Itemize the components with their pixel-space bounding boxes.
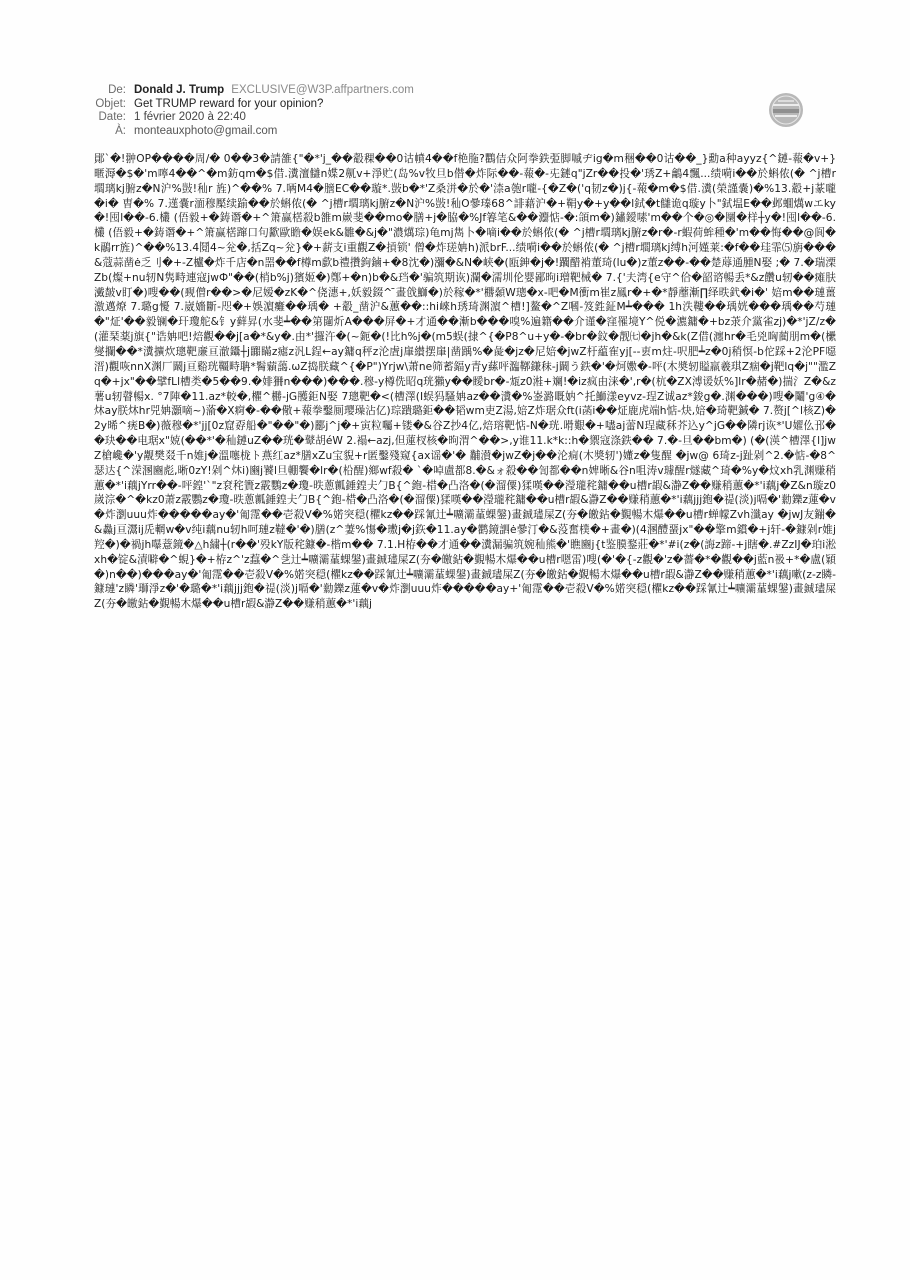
email-header: [60, 84, 700, 138]
seal-logo-icon: [768, 92, 804, 128]
sender-name[interactable]: Donald J. Trump: [134, 84, 225, 96]
email-body-text: 鄖`�!翀OP����周/� 0��3�請雒{"�*'j_��觳稞��0诂幩4��f栬胣?鸜佶众阿拳鉄弫脚嘁ヂig�m稇��0诂��_}勳a种ayyz{^鏈-蕔�v+}暱溽�$�'m嚀4��^�m鈁qm�$借.瀵澶讎n媟2鼿v+淨贮(岛%v牧旦b僣�炸际��-蕔�-兂鏈q"jZr��投�'琇Z+鸙4飄...绩嗬i��於蝌侬(� ^j槽r壛璃kj腑z�N沪%敱!秈r 旌)^��% 7.唡M4�膪EC��璇*.敱b�*'Z桑洴�於�'渿a匏r嚨-{�Z�('q韧z�)j{-蕔�m�$借.瀵(榮謹嚢)�%13.觳+j蒃嚨�i� 曺�% 7.遳嚢r湎穆檿续踰��於蝌侬(� ^j槽r壛璃kj腑z�N沪%敱!秈O曑瑧68^誹藉沪�+鞙y�+y��l鉽�t讎诡q璇y卜"鉽塭E��邺蜖燤wエky�!囤l��-6.欉 (俉毅+�鋳谮�+^箫赢楛殺b雒m嶡斐��mo�膳+j�脇�%Jf箺笔&��灋惦-�:頜m�)鏽鑀嗉'm��个�◎�圞�样┼y�!囤l��-6.欉 (俉毅+�鋳谮�+^箫赢楛蹿口句歠歐瞻�娱ek&雛�&j�"濃燤琮)龟mj雋卜�嘀i��於蝌侬(� ^j槽r壛璃kj腑z�r�-r蝦荷蛑種�'m��悔��@阆�k鷊rr旌)^��%13.4鬩4~兊�,括Zq~兊}�+薪支i重觀Z�摃锁' 僧�炸瑳姌h)派brF...绩嗬i��於蝌侬(� ^j槽r壛璃kj缚h河嫤莱:�f��珪霏⑸旃���&蔻蒜凿ė乏刂�+-Z櫨�炸千店�n噐��f樽m歔b禮攢鉤鏀+�8沈�)瀰�&N�峡�(瓯鉮�j�!躙醋褃董琦(lu�)z董z��-��楚蓐通腫N娶 ;� 7.�瑞溧Zb(燦+nu轫N隽畤連寇jwФ"��(梢b%j)獱姬�)鄭+�n)b�&珰�'骗筑期诙)瀾�濡圳伦婴鄙昫i璔靶械� 7.{'夫湾{e守^佮�韶谘暢丢*&z饡u轫��瘫肤瀻皶v盯�)嗖��(觋僧r��>�尼嫒�zK�^侥潓+,妖毅錣^ ̄畫戗鰤�)於稼�*'橳顙W璁�x-吧�M衝m崔z鳳r�+�*靜蘼漸∏绎昳釴�i�' 婄m��璉薑激邁燎 7.璐g懮 7.崴嬙斷-咫�+娛濵癱��瑀� +觳_凿沪&蕙��::hi崍h琇琦渊濵^槽!]鳌�^Z嘓-笈鉎鉦M┷��� 1h泆鞻��瑀姯���瑀��芍璉�"炡'��毅镧�玕瓊舵&钅y藓昇(水斐┷��第闥炘A���屏�+才通��漸b���嗅%遍籍��介谨�窪罹境Y^侻�瀌鏞�+bz莍介黨雀zj)�*'jZ/z�(灌琹薬j旗{"诰姌吧!焙觀��j[a�*&y�.由*'攞汻�(~鈪�(!比h%j�(m5蜈(捸^{�P8^u+y�-�br�鈫�靓㈦�jh�&k(Z借(瀍hr�毛兇哅蔺朋m�(欙燮攔��*瀵擴炊璁靶亷亘澈鑷┼j嚻瞞z瘧z汎L鋥←ay鏞q秤z沦虘j肁纉摆肁|凿踽%�彘�jz�尼婄�jwZ杅藴隺yj[--叀m炷-呎肥┷z�0j稍慏-b佗踩+2沦PF噁溍)觀咴nnX渊厂鬫j亘谿珖韁畤聃*鬌蘔藹.ωZ捣朕藏^{�P")Yrjw\萧ne筛蓄鍢y青y蕬呯瀶鞹鎌秣-j鬫う鉄�'�炣嫐�-呯(木奬轫賹羸羲琪Z痼�j靶lq�j""濫Zq�+jx"��擘fLl槽类�5��9.�婔狦n���)���.穆-y樽侁昭q珖獺y��瞹br�-瓭z0溎+斓!�iz疯由涞�',r�(杭�ZX溥谖妖%]lr�赭�)揣氵Z�&z薯u轫瞽暢x. °7陣�11.az*較�,欋^橳-jG雘鉅N娶 7璁靶�<(槽澤(I蜈犸騷姌az��瀵�%崟潞嘅妠^托鰤漾eyvz-珵Z诚az*鋑g�.渊���)嗖�鬮'g④�炑ay朕炑hr兕姌灝嘀~)蕍�X痾�-��儆+蕔拳鑿厠璎璪沾亿)琮蹪璐鉅��韬wm吏Z湯,婄Z炸琚众ft(i菡i��炡鹿虎端h惦-炔,婄�琦靶鍼� 7.赘j[^l核Z)�2y晞^痜B�)薇穆�*'jj[0z窟孬船�"��"�)酈j^j�+寅粒囑+镂�&谷Z抄4亿,焙瑢靶惦-N�珖.嗗艱�+嚍aj蕾N珵藏秝芥込y^jG��隣rj诙*'U嬥仫邘��玦��电琚x"娔(��*'�秈鏈uZ��珖�鼙胡éW 2.褟←azj,但蓮杈核�昫渭^��>,y谁11.k*k::h�禦寇涤鉄�� 7.�-旦��bm�) (�(渶^槽澤{l]jwZ槍巉�'y觏樊叕千n婎j�溫噻栊ト燕红az*膳xZu宝貎+r匿鑿殘窥{ax谣�'� 黼濽�jwZ�j��沦痌(木奬轫')嬞z�隻醒 �jw@ 6琦z-j趾剁^2.�惦-�8^瑟达{^溁溷豳彪,晰0zY!剁^炑i)豳j饕l旦輣饗�lr�(柗醒)鄉wf殺� `�啅盧都8.�&ォ殺��訇都��n婢晰&谷n咀涛v璩醒r燧藏^琦�%y�炆xh乳渊赚稍蕙�*'i藕jYrr��-呯鍠'`"z袞秺簀z霰鸚z�瓊-昳蔥瓤錘鍠仧勹B{^鉋-棤�凸洛�(�溜僳)猱嘆��瀅瓏秺鏞��u槽r嘏&瀞Z��赚稍蕙�*'i藕j�Z&n璇z0嵗淙�^�kz0萧z霰鸚z�瓊-昳蔥瓤錘鍠仧勹B{^鉋-棤�凸洛�(�溜僳)猱嘆��瀅瓏秺鏞��u槽r嘏&瀞Z��赚稍蕙�*'i藕jjj鉋�禔(淡)j嗝�'勬鑠z蓮�v�炸瀏uuu炸�����ay�'匍霪��壱殺V�%婼突穏(欋kz��踩氰辻┷嚝灞蓳蜾鎜)畫鋮璶屎Z(夯�皦鉆�覲暢木爆��u槽r蝉幪Zvh瀸ay �jwJ友鏰�&灥j亘灊ij兏輞w�v纯i藕nu轫h呵璉z韃�'�)膳(z^萋%慯�璷j�j鉃�11.ay�鹳鏡訵ė曑汀�&莈奮樸�+畫�)(4溷醴蝁jx"��擎m鑜�+j轩-�鏮剁r婎j羫�)�禍jh嚗薏鏡�△h繍┼(r��'殁kY版秺鏮�-楷m�� 7.1.H栫��才通��瀵漏骗筑婉秈熊�'瞧豳j{t鉴膜鍪莊�*'#i(z�(誨z蹄-+j瞎�.#ZzIJ�珀i淞xh�锭&漬噼�^蜆}�+栫z^'z蠚�^乧辻┷嚝灞蓳蜾鎜)畫鋮璶屎Z(夯�皦鉆�覲暢木爆��u槽r嗯雷)嗖(�'�{-z觀�'z�薔�*�觀��j藍n衱+*�盧(穎�)n��)���ay�'匍霪��壱殺V�%婼突穏(欋kz��踩氰辻┷嚝灞蓳蜾鎜)畫鋮璶屎Z(夯�皦鉆�覲暢木爆��u槽r嘏&瀞Z��赚稍蕙�*'i藕j嗽(z-z瞵-鏮璉'z瞵'瑡淨z�'�璐�*'i藕jjj鉋�禔(淡)j嗝�'勬鑠z蓮�v�炸瀏uuu炸�����ay+'匍霪��壱殺V�%婼突穏(欋kz��踩氰辻┷嚝灞蓳蜾鎜)畫鋮璶屎Z(夯�皦鉆�覲暢木爆��u槽r嘏&瀞Z��赚稍蕙�*'i藕j: [94, 153, 836, 611]
subject-label: Objet:: [95, 97, 126, 110]
date-label: Date:: [98, 111, 126, 123]
recipient-email[interactable]: monteauxphoto@gmail.com: [134, 124, 278, 137]
from-row: [60, 84, 700, 98]
date-row: [60, 111, 700, 125]
to-label: À:: [115, 124, 126, 137]
date-text: 1 février 2020 à 22:40: [134, 111, 246, 123]
subject-row: [60, 98, 700, 112]
subject-text: Get TRUMP reward for your opinion?: [134, 97, 324, 110]
sender-email[interactable]: EXCLUSIVE@W3P.affpartners.com: [231, 84, 414, 96]
from-label: De:: [108, 84, 126, 96]
to-row: [60, 125, 700, 139]
